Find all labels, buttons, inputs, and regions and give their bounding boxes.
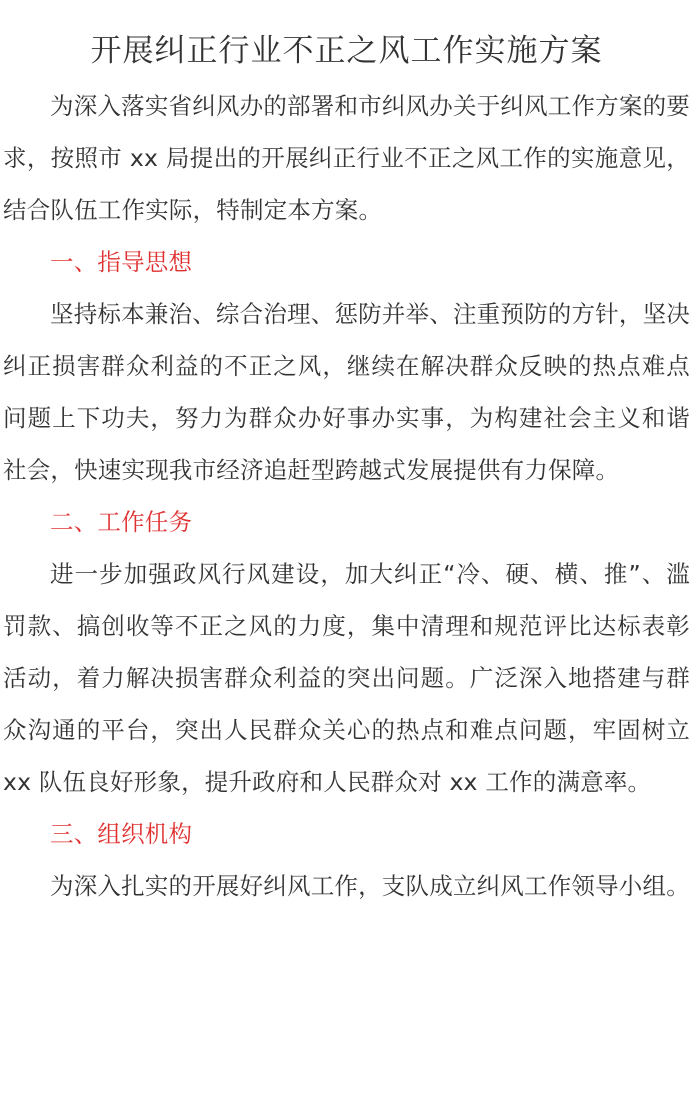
section-body-organization: 为深入扎实的开展好纠风工作，支队成立纠风工作领导小组。 [50, 872, 690, 900]
section-body-work-tasks: 进一步加强政风行风建设，加大纠正“冷、硬、横、推”、滥罚款、搞创收等不正之风的力度，集中清理和规范评比达标表彰活动，着力解决损害群众利益的突出问题。广泛深入地搭建与群众沟通的平台，突出人民群众关心的热点和难点问题，牢固树立 xx 队伍良好形象，提升政府和人民群众对 xx 工作的满意率。 [3, 560, 690, 796]
section-heading-work-tasks: 二、工作任务 [50, 508, 193, 536]
section-body-guiding-ideology: 坚持标本兼治、综合治理、惩防并举、注重预防的方针，坚决纠正损害群众利益的不正之风，继续在解决群众反映的热点难点问题上下功夫，努力为群众办好事办实事，为构建社会主义和谐社会，快速实现我市经济追赶型跨越式发展提供有力保障。 [3, 300, 690, 484]
section-heading-guiding-ideology: 一、指导思想 [50, 248, 193, 276]
intro-paragraph: 为深入落实省纠风办的部署和市纠风办关于纠风工作方案的要求，按照市 xx 局提出的开展纠正行业不正之风工作的实施意见，结合队伍工作实际，特制定本方案。 [3, 92, 690, 224]
section-heading-organization: 三、组织机构 [50, 820, 193, 848]
document-body [3, 72, 690, 912]
document-title: 开展纠正行业不正之风工作实施方案 [90, 33, 603, 69]
